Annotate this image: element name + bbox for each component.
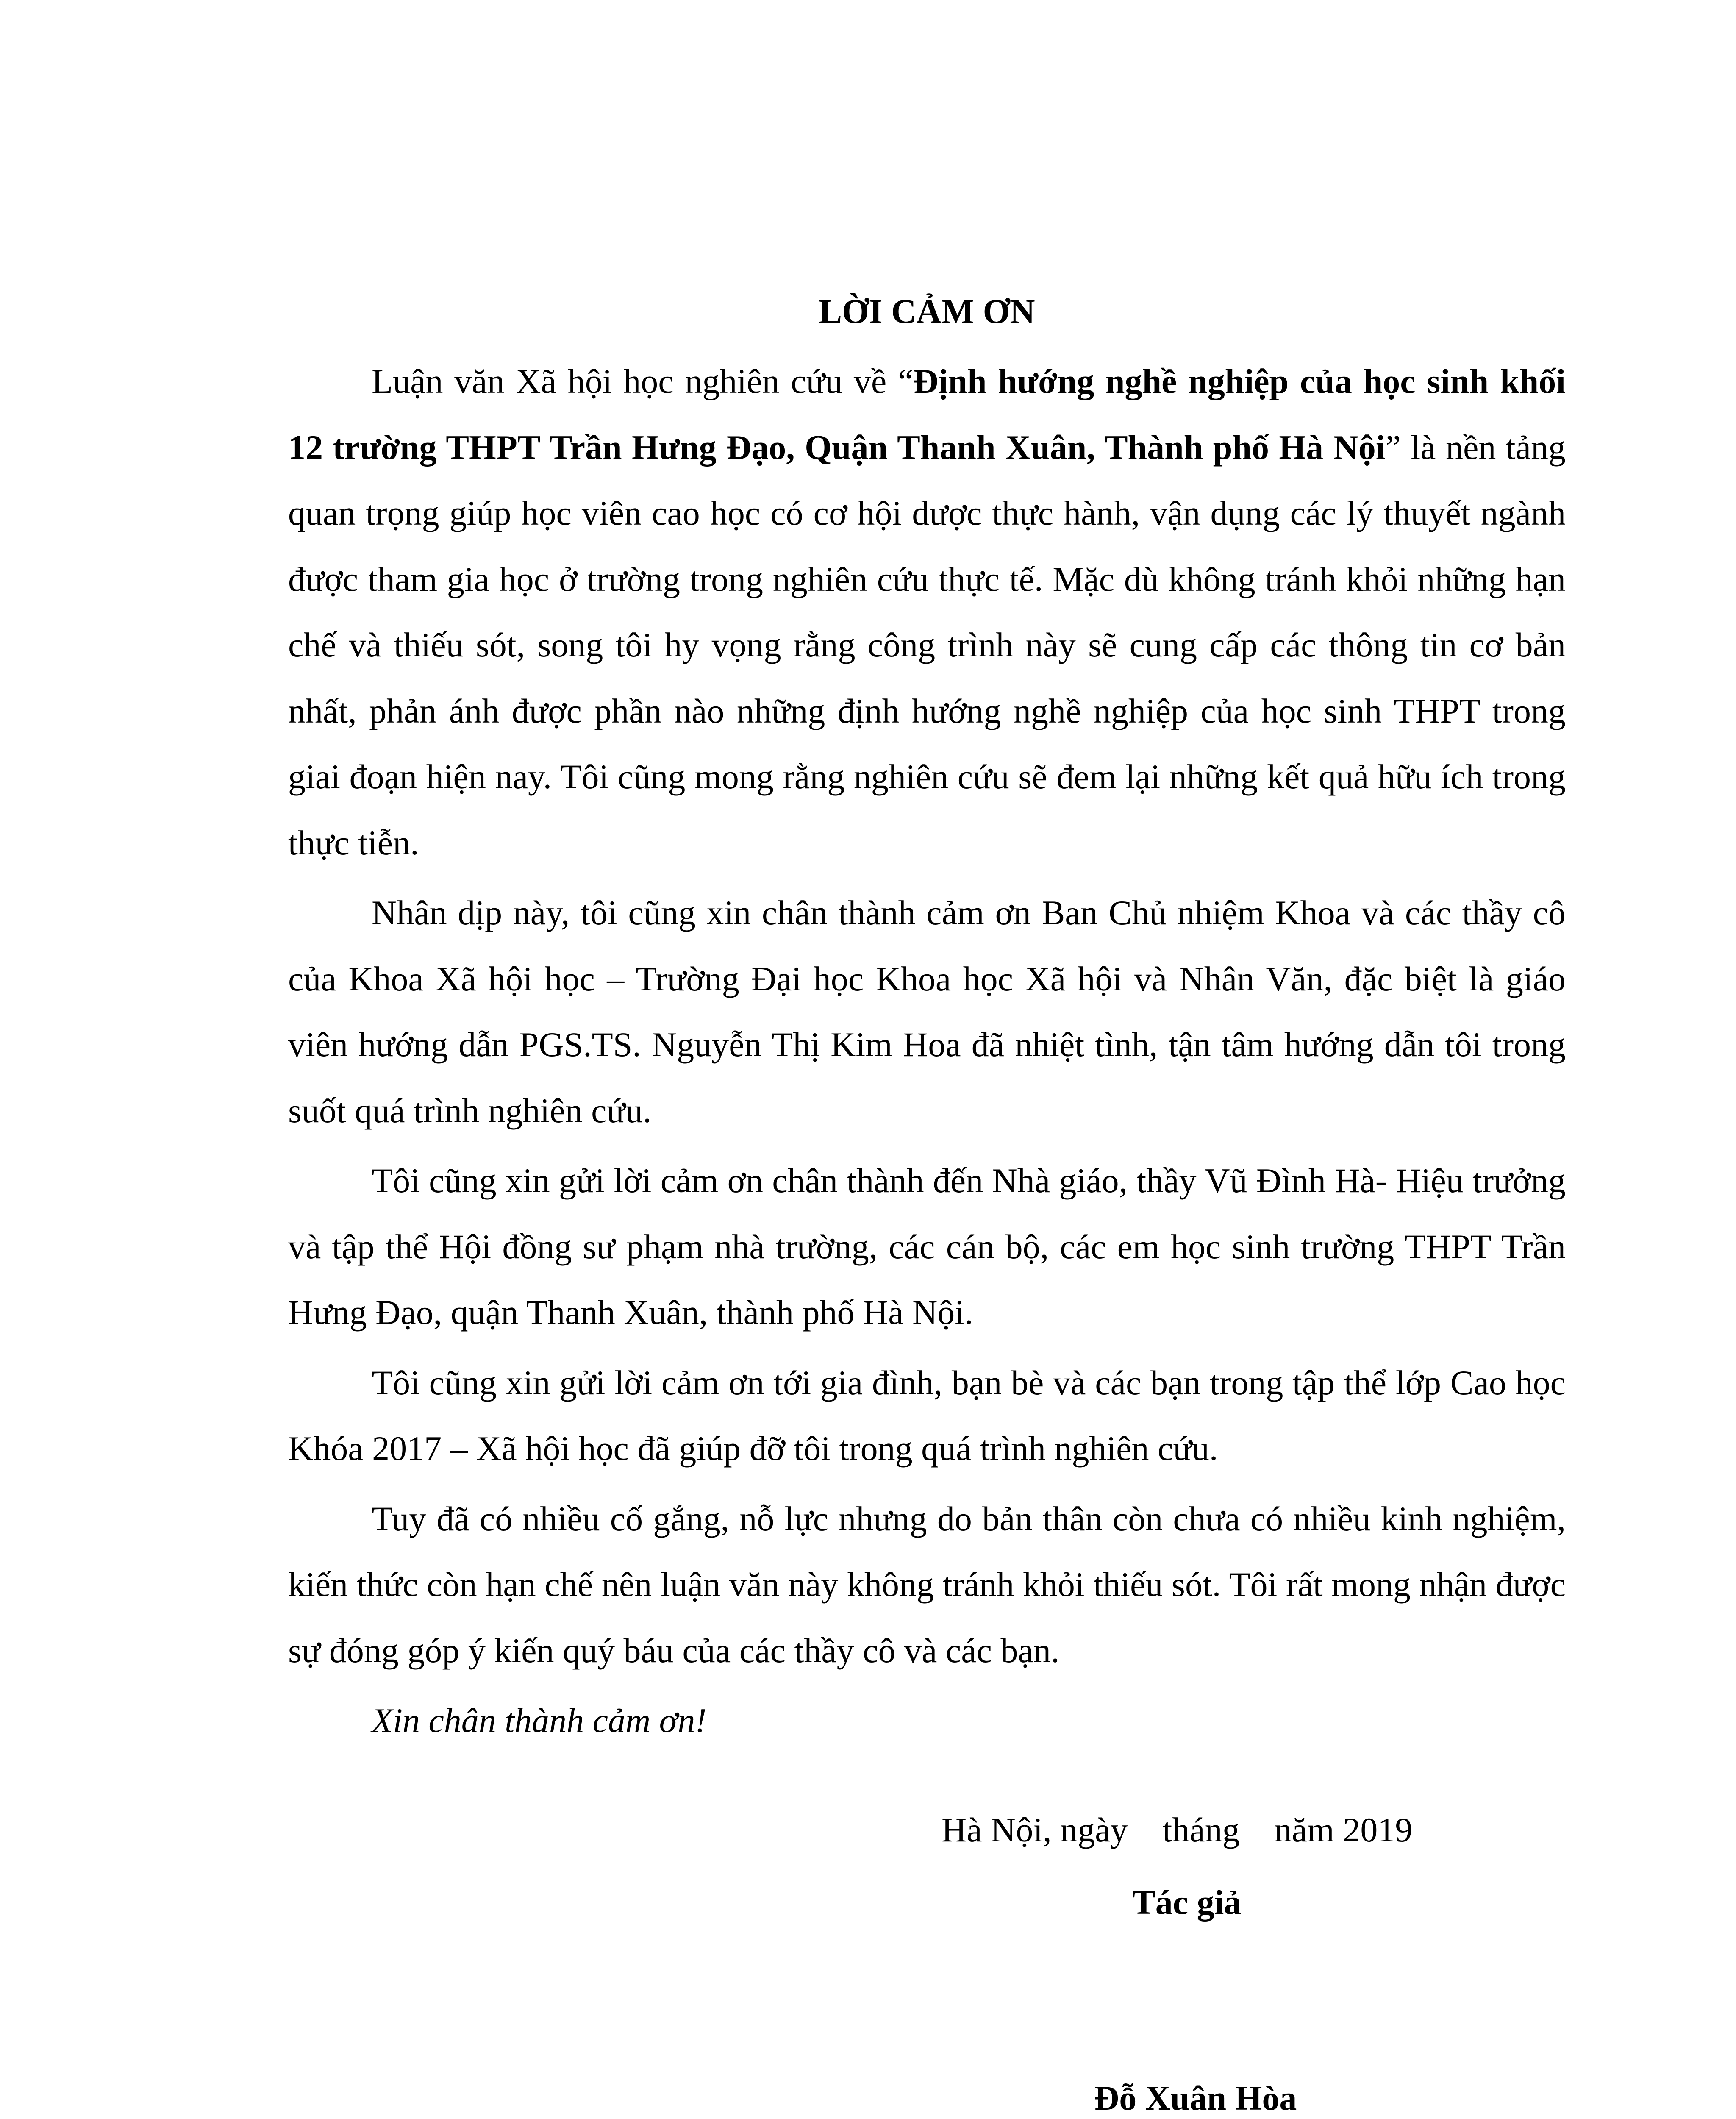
paragraph-intro-lead: Luận văn Xã hội học nghiên cứu về “ — [372, 362, 914, 400]
document-body — [288, 280, 1566, 1753]
paragraph-intro — [288, 348, 1566, 876]
paragraph-thanks-faculty: Nhân dịp này, tôi cũng xin chân thành cảm ơn Ban Chủ nhiệm Khoa và các thầy cô của Khoa Xã hội học – Trường Đại học Khoa học Xã hội và Nhân Văn, đặc biệt là giáo viên hướng dẫn PGS.TS. Nguyễn Thị Kim Hoa đã nhiệt tình, tận tâm hướng dẫn tôi trong suốt quá trình nghiên cứu. — [288, 893, 1566, 1130]
author-name: Đỗ Xuân Hòa — [1094, 2079, 1297, 2117]
paragraph-thanks-school: Tôi cũng xin gửi lời cảm ơn chân thành đến Nhà giáo, thầy Vũ Đình Hà- Hiệu trưởng và tập thể Hội đồng sư phạm nhà trường, các cán bộ, các em học sinh trường THPT Trần Hưng Đạo, quận Thanh Xuân, thành phố Hà Nội. — [288, 1161, 1566, 1332]
page-title: LỜI CẢM ƠN — [819, 292, 1035, 331]
date-line: Hà Nội, ngày tháng năm 2019 — [942, 1810, 1413, 1849]
paragraph-limitations: Tuy đã có nhiều cố gắng, nỗ lực nhưng do bản thân còn chưa có nhiều kinh nghiệm, kiến thức còn hạn chế nên luận văn này không tránh khỏi thiếu sót. Tôi rất mong nhận được sự đóng góp ý kiến quý báu của các thầy cô và các bạn. — [288, 1499, 1566, 1670]
thesis-title: Định hướng nghề nghiệp của học sinh khối 12 trường THPT Trần Hưng Đạo, Quận Thanh Xuân, Thành phố Hà Nội — [288, 362, 1566, 467]
paragraph-thanks-family: Tôi cũng xin gửi lời cảm ơn tới gia đình, bạn bè và các bạn trong tập thể lớp Cao học Khóa 2017 – Xã hội học đã giúp đỡ tôi trong quá trình nghiên cứu. — [288, 1363, 1566, 1468]
paragraph-intro-rest: ” là nền tảng quan trọng giúp học viên cao học có cơ hội dược thực hành, vận dụng các lý thuyết ngành được tham gia học ở trường trong nghiên cứu thực tế. Mặc dù không tránh khỏi những hạn chế và thiếu sót, song tôi hy vọng rằng công trình này sẽ cung cấp các thông tin cơ bản nhất, phản ánh được phần nào những định hướng nghề nghiệp của học sinh THPT trong giai đoạn hiện nay. Tôi cũng mong rằng nghiên cứu sẽ đem lại những kết quả hữu ích trong thực tiễn. — [288, 428, 1566, 862]
closing-line: Xin chân thành cảm ơn! — [372, 1701, 707, 1740]
author-label: Tác giả — [1132, 1883, 1242, 1922]
